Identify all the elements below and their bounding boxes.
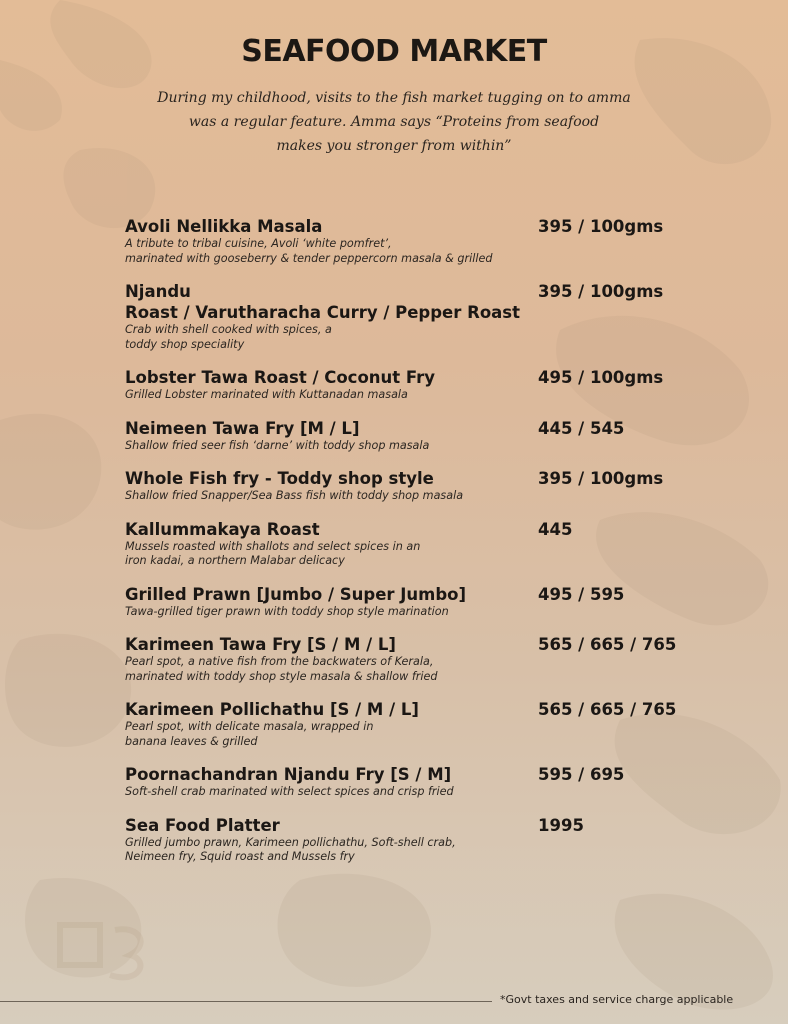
menu-item-description: Grilled Lobster marinated with Kuttanadan masala (125, 388, 408, 401)
menu-item-description: Mussels roasted with shallots and select spices in an (125, 539, 421, 553)
menu-item-description: toddy shop speciality (125, 337, 245, 351)
footer-note: *Govt taxes and service charge applicable (500, 993, 734, 1006)
menu-item-price: 1995 (538, 815, 584, 835)
intro-line: was a regular feature. Amma says “Proteins from seafood (188, 114, 600, 130)
menu-item-description: Soft-shell crab marinated with select spices and crisp fried (125, 785, 454, 798)
menu-item-description: marinated with gooseberry & tender peppercorn masala & grilled (125, 251, 493, 265)
menu-item (125, 699, 685, 749)
menu-item-description: iron kadai, a northern Malabar delicacy (125, 554, 345, 567)
menu-item-name: Karimeen Tawa Fry [S / M / L] (125, 635, 396, 654)
menu-item (125, 418, 685, 454)
menu-item (125, 764, 685, 800)
menu-item (125, 584, 685, 620)
menu-item-name: Neimeen Tawa Fry [M / L] (125, 418, 360, 438)
menu-item-description: Tawa-grilled tiger prawn with toddy shop style marination (125, 604, 449, 618)
menu-item-name: Karimeen Pollichathu [S / M / L] (125, 700, 419, 719)
menu-item-name: Kallummakaya Roast (125, 519, 320, 539)
menu-item-name: Njandu (125, 282, 191, 301)
menu-item-price: 395 / 100gms (538, 469, 664, 488)
footer-divider (0, 1001, 492, 1002)
menu-item (125, 281, 685, 352)
menu-item-description: Pearl spot, with delicate masala, wrapped in (125, 720, 374, 733)
menu-item-description: Shallow fried seer fish ‘darne’ with toddy shop masala (125, 438, 430, 452)
menu-item-description: marinated with toddy shop style masala & shallow fried (125, 669, 438, 683)
menu-item (125, 216, 685, 266)
menu-item-price: 445 (538, 519, 573, 539)
menu-item-price: 565 / 665 / 765 (538, 700, 677, 719)
menu-item-name: Whole Fish fry - Toddy shop style (125, 469, 434, 488)
menu-item-name: Roast / Varutharacha Curry / Pepper Roast (125, 303, 520, 322)
menu-item-description: Grilled jumbo prawn, Karimeen pollichathu, Soft-shell crab, (125, 835, 456, 849)
menu-item-name: Poornachandran Njandu Fry [S / M] (125, 765, 452, 784)
menu-item-name: Grilled Prawn [Jumbo / Super Jumbo] (125, 584, 467, 604)
intro-text (140, 86, 648, 158)
menu-item-price: 395 / 100gms (538, 217, 664, 236)
intro-line: makes you stronger from within” (276, 138, 512, 154)
menu-item-price: 495 / 595 (538, 584, 625, 604)
menu-item-name: Sea Food Platter (125, 815, 280, 835)
menu-item-description: Shallow fried Snapper/Sea Bass fish with toddy shop masala (125, 489, 464, 502)
page-title: SEAFOOD MARKET (241, 34, 547, 69)
menu-item-description: A tribute to tribal cuisine, Avoli ‘white pomfret’, (125, 237, 392, 250)
menu-item-price: 445 / 545 (538, 418, 625, 438)
intro-line: During my childhood, visits to the fish market tugging on to amma (157, 90, 631, 106)
menu-item (125, 468, 685, 504)
menu-item-price: 495 / 100gms (538, 368, 664, 387)
menu-item-price: 395 / 100gms (538, 282, 664, 301)
menu-item-description: Crab with shell cooked with spices, a (125, 323, 332, 336)
menu-item-description: Neimeen fry, Squid roast and Mussels fry (125, 850, 355, 863)
menu-list (125, 216, 685, 880)
menu-item (125, 815, 685, 865)
menu-item-name: Avoli Nellikka Masala (125, 217, 323, 236)
menu-item-price: 595 / 695 (538, 765, 625, 784)
menu-item-price: 565 / 665 / 765 (538, 635, 677, 654)
menu-item (125, 634, 685, 684)
menu-item (125, 519, 685, 569)
menu-item (125, 367, 685, 403)
menu-item-description: banana leaves & grilled (125, 734, 258, 748)
menu-item-name: Lobster Tawa Roast / Coconut Fry (125, 368, 436, 387)
menu-item-description: Pearl spot, a native fish from the backwaters of Kerala, (125, 655, 434, 668)
